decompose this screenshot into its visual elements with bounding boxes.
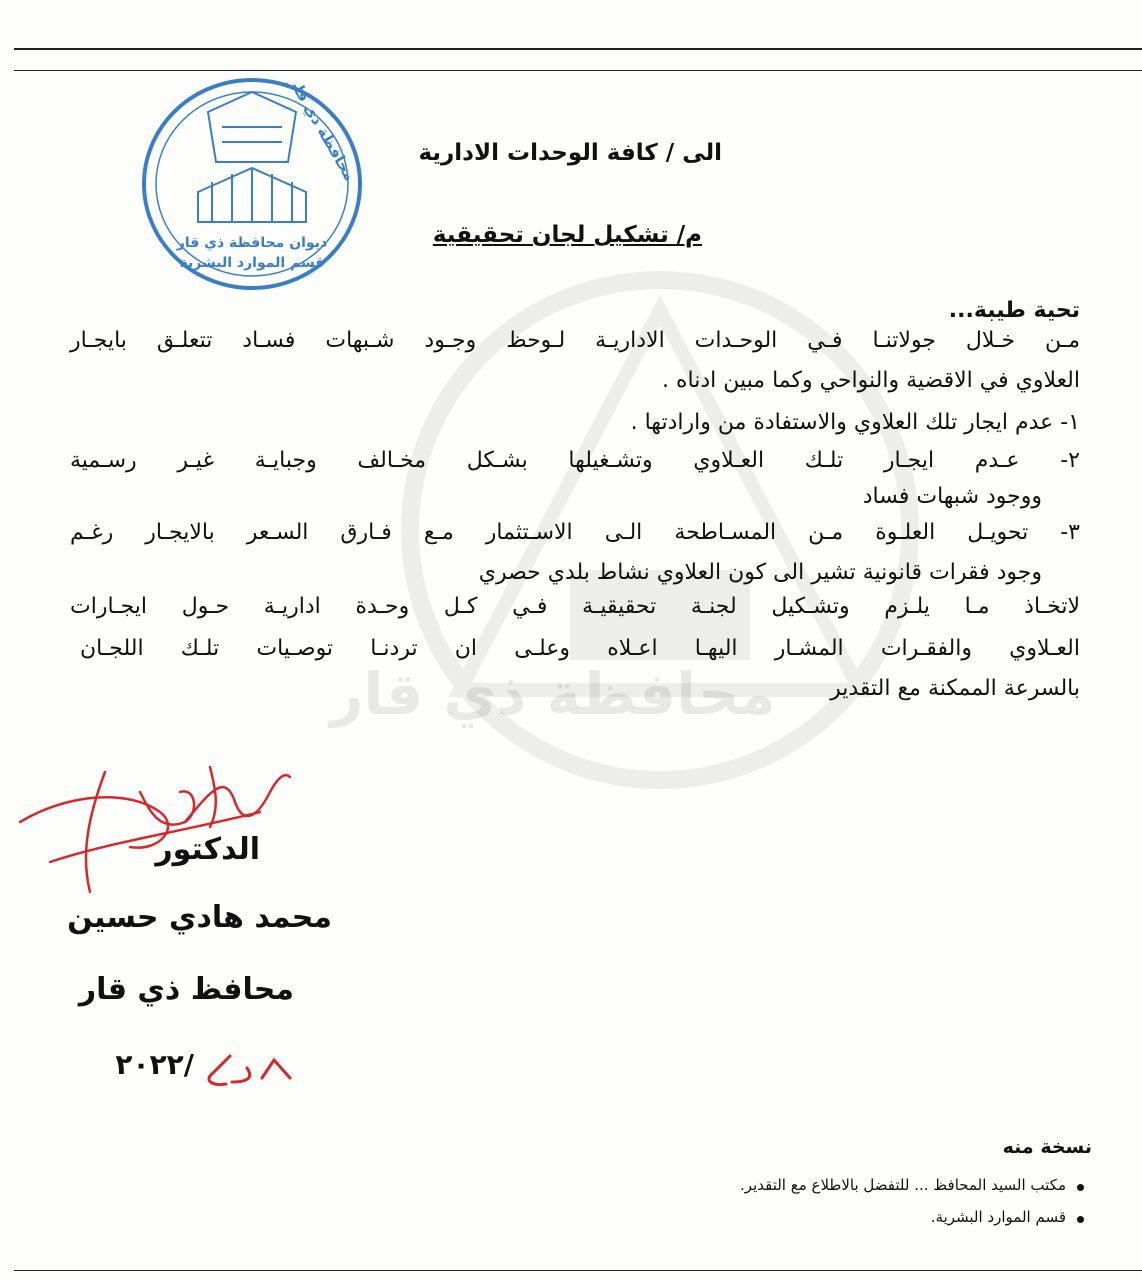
signatory-title: الدكتور (155, 832, 260, 867)
copy-bullet-2 (1077, 1216, 1084, 1223)
body-line-1: مـن خـلال جولاتنـا فـي الوحـدات الاداريـة لـوحظ وجـود شـبهات فسـاد تتعلـق بايجـار (70, 328, 1080, 353)
date-printed: /٢٠٢٢ (115, 1048, 194, 1081)
body-line-7: وجود فقرات قانونية تشير الى كون العلاوي نشاط بلدي حصري (478, 560, 1042, 585)
recipient-line: الى / كافة الوحدات الادارية (418, 140, 722, 166)
copy-item-2: قسم الموارد البشرية. (930, 1208, 1066, 1226)
body-line-8: لاتخـاذ مـا يلـزم وتشـكيل لجنـة تحقيقيـة فـي كـل وحـدة اداريـة حـول ايجـارات (70, 594, 1080, 619)
stamp-line2: قسم الموارد البشرية (179, 255, 325, 271)
stamp-top-text: محافظة ذي قار (285, 75, 359, 184)
copy-item-1: مكتب السيد المحافظ ... للتفضل بالاطلاع مع التقدير. (740, 1176, 1066, 1194)
top-rule (14, 48, 1142, 50)
bottom-rule (14, 1270, 1142, 1271)
top-rule-second (14, 70, 1142, 71)
subject-line: م/ تشكيل لجان تحقيقية (432, 222, 702, 248)
handwritten-date (192, 1048, 302, 1093)
signatory-name: محمد هادي حسين (67, 900, 332, 935)
body-line-2: العلاوي في الاقضية والنواحي وكما مبين ادناه . (662, 368, 1080, 393)
greeting: تحية طيبة... (948, 298, 1080, 323)
body-line-5: ووجود شبهات فساد (862, 484, 1042, 509)
body-line-9: العـلاوي والفقـرات المشـار اليهـا اعـلاه وعلـى ان تردنـا توصـيات تلـك اللجـان (80, 636, 1080, 661)
body-line-6: ٣- تحويـل العلـوة مـن المسـاطحة الـى الاسـتثمار مـع فـارق السـعر بالايجـار رغـم (70, 520, 1080, 545)
copy-bullet-1 (1077, 1184, 1084, 1191)
copies-heading: نسخة منه (1002, 1136, 1092, 1158)
watermark-text: محافظة ذي قار (330, 660, 776, 728)
body-line-3: ١- عدم ايجار تلك العلاوي والاستفادة من وارادتها . (630, 410, 1080, 435)
body-line-4: ٢- عـدم ايجـار تلـك العـلاوي وتشـغيلها بشـكل مخـالف وجبايـة غيـر رسـمية (70, 448, 1080, 473)
stamp-line1: ديوان محافظة ذي قار (176, 235, 328, 251)
handwritten-signature (10, 752, 310, 902)
signatory-position: محافظ ذي قار (78, 972, 294, 1007)
official-stamp (138, 72, 366, 296)
body-line-10: بالسرعة الممكنة مع التقدير (830, 676, 1080, 701)
